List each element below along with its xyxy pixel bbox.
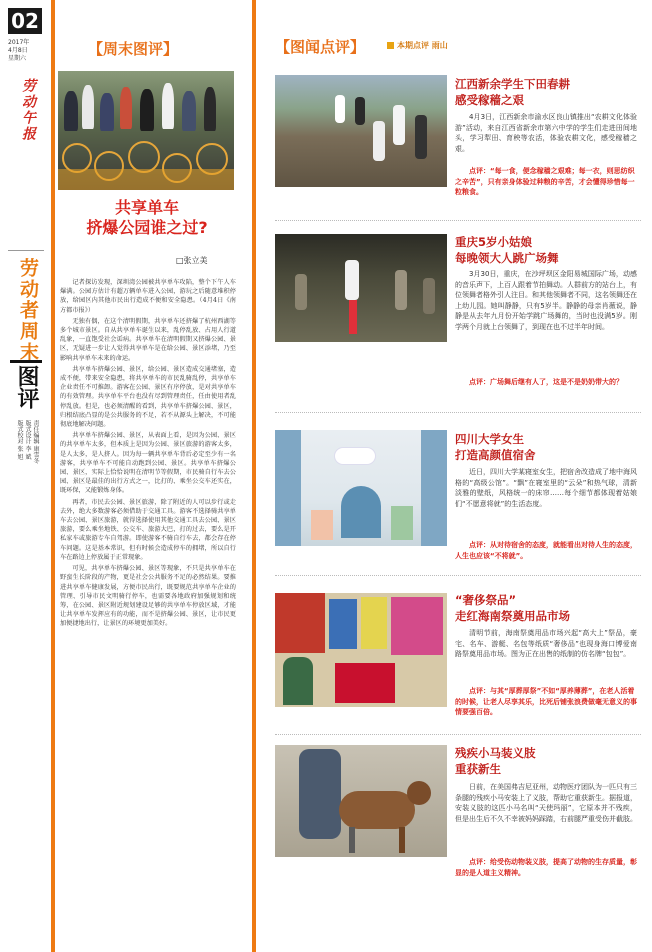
item5-comment: 点评：给受伤动物装义肢，提高了动物的生存质量，彰显的是人道主义精神。 — [455, 858, 637, 877]
item5-title-line2: 重获新生 — [455, 762, 501, 776]
item4-title-line2: 走红海南祭奠用品市场 — [455, 609, 570, 623]
paragraph: 再者，市民去公园、景区旅游，除了附近的人可以步行或走去外，绝大多数游客必须借助于交通工具。游客不选择骑共享单车去公园、景区旅游，就得选择使用其他交通工具去公园、景区旅游，要么乘坐地铁、公交车、旅游大巴，打的过去，要么是开私家车或旅游专车自驾游。即使游客不骑自行车去，都会存在停车问题。这是基本常识，但有时候会造成停车的拥堵，所以自行车在路边上停放属于正常现象。 — [60, 498, 236, 561]
students-farming-photo — [275, 75, 447, 187]
date-year: 2017年 — [8, 39, 30, 46]
item4-body: 清明节前，海南祭奠用品市场兴起“高大上”祭品，豪宅、名车、游艇、名包等纸质“奢侈品”也现身海口博爱南路祭奠用品市场。图为正在出售的纸制的仿名牌“包包”。 — [455, 629, 637, 658]
shared-bikes-crowd-photo — [58, 71, 234, 190]
page-number: 02 — [8, 8, 42, 34]
divider — [275, 575, 641, 576]
orange-divider-right — [252, 0, 256, 952]
divider — [275, 220, 641, 221]
item4-title-line1: “奢侈祭品” — [455, 593, 517, 607]
weekend-article-body — [60, 278, 236, 942]
newspaper-logo: 劳动午报 — [20, 78, 36, 142]
item3-title-line2: 打造高颜值宿舍 — [455, 448, 536, 462]
paragraph: 可见，共享单车挤爆公园、景区等现象，不只是共享单车在野蛮生长阶段的产物，更是社会公共服务不足的必然结果。要推进共享单车健康发展，方便市民出行，既要规范共享单车企业的管理、引导市民文明骑行停车，也需要各地政府加强规划和统筹，在公园、景区附近规划建设足够的共享单车停放区域，才能让共享单车发挥应有的功能，而不是挤爆公园、景区，让市民更加便捷地出行，让景区的环境更加美好。 — [60, 565, 236, 628]
item4-comment: 点评：与其“厚葬厚祭”不如“厚养薄葬”，在老人活着的时候，让老人尽享其乐，比死后铺张浪费做毫无意义的事情要强百倍。 — [455, 687, 637, 716]
funeral-goods-market-photo — [275, 593, 447, 707]
item2-body: 3月30日，重庆，在沙坪坝区金阳易城国际广场，动感的音乐声下，上百人跟着节拍舞动。人群前方的站台上，有位领舞者格外引人注目。和其他领舞者不同，这名领舞还在上幼儿园。她叫静静，只有5岁半。静静的母亲肖薇说，静静是从去年九月份开始学跳广场舞的，当时也没满5岁。刚学两个月就上台领舞了，到现在也不过半年时间。 — [455, 270, 637, 331]
square-bullet-icon — [387, 42, 394, 49]
paragraph: 共享单车挤爆公园、景区，从表面上看，是因为公园、景区的共享单车太多，但本质上是因为公园、景区旅游的游客太多，是人太多，是人挤人。因为每一辆共享单车背后必定至少有一名游客，共享单车不可能自动跑到公园、景区。共享单车挤爆公园、景区，实际上恰恰说明在清明节等假期，市民骑自行车去公园、景区是最佳的出行方式之一，比打的、乘坐公交车还实在，既环保，又能锻炼身体。 — [60, 432, 236, 495]
masthead-strip — [0, 0, 52, 952]
orange-divider-left — [51, 0, 55, 952]
column-subtitle: 图评 — [10, 360, 42, 410]
pony-prosthetic-legs-photo — [275, 745, 447, 857]
girl-dancing-square-photo — [275, 234, 447, 342]
item2-title-line1: 重庆5岁小姑娘 — [455, 235, 533, 249]
column-name: 劳动者周末 — [17, 258, 39, 363]
staff-proofreader: 版式校对 张 旭 — [16, 420, 23, 460]
weekend-byline: □张立美 — [176, 256, 208, 265]
paragraph: 无独有偶，在这个清明假期，共享单车还挤爆了杭州西湖等多个城市景区。自从共享单车诞生以来，乱停乱放、占用人行道乱象，一直饱受社会诟病。共享单车在清明假期又挤爆公园、景区，无疑进一步让人觉得共享单车是在给公园、景区添堵，乃至影响共享单车未来的命运。 — [60, 317, 236, 362]
staff-designer: 版式设计 李 斌 — [24, 420, 31, 460]
photo-review-section-label: 【图闻点评】 — [275, 38, 366, 56]
weekend-title-line1: 共享单车 — [114, 198, 179, 217]
paragraph: 记者探访发现，深圳湾公园被共享单车攻陷，整个下午人车爆满。公园方估计有超万辆单车进入公园，游玩之后随意堆积停放，给园区内其他市民出行造成不便和安全隐患。（4月4日《南方都市报》） — [60, 279, 236, 314]
item1-body: 4月3日，江西新余市渝水区良山镇推出“农耕文化体验游”活动，来自江西省新余市第六中学的学生们走进田间地头，学习犁田、育秧等农活，体验农耕文化，感受稼穑之艰。 — [455, 113, 637, 153]
review-author — [387, 40, 448, 51]
weekend-title-line2: 挤爆公园谁之过? — [86, 218, 208, 237]
cozy-dorm-room-photo — [275, 430, 447, 546]
date-weekday: 星期六 — [8, 55, 27, 62]
item1-comment: 点评：“每一食，便念稼穑之艰难；每一衣，则思纺织之辛苦”，只有亲身体验过种粮的辛苦，才会懂得珍惜每一粒粮食。 — [455, 167, 635, 196]
item3-body: 近日，四川大学某寝室女生，把宿舍改造成了地中海风格的“高级公馆”。“飘”在寝室里的“云朵”和热气球，清新淡雅的壁纸，风格统一的床帘……每个细节都体现着姑娘们“不愿意将就”的生活态度。 — [455, 468, 637, 508]
paragraph: 共享单车挤爆公园、景区，给公园、景区造成交通堵塞，造成不便，带来安全隐患，将共享单车的市民乱骑乱停，共享单车企业责任不可推卸。游客在公园、景区有序停放，是对共享单车的有效管理。共享单车平台也没有尽到管理责任，任由使用者乱停乱放。但是，也必须清醒的看到，共享单车挤爆公园、景区，归根结底凸显的是公共服务的不足，若不从源头上解决，不可能彻底地解决问题。 — [60, 365, 236, 429]
item5-title-line1: 残疾小马装义肢 — [455, 746, 536, 760]
item3-comment: 点评：从对待宿舍的态度，就能看出对待人生的态度，人生也应该“不将就”。 — [455, 541, 637, 560]
item1-title-line1: 江西新余学生下田春耕 — [455, 77, 570, 91]
author-text: 本期点评 雨山 — [397, 41, 448, 50]
item1-title-line2: 感受稼穑之艰 — [455, 93, 524, 107]
item3-title-line1: 四川大学女生 — [455, 432, 524, 446]
divider — [275, 412, 641, 413]
divider — [275, 734, 641, 735]
weekend-section-label: 【周末图评】 — [88, 40, 179, 58]
item5-body: 日前，在美国弗吉尼亚州，动物医疗团队为一匹只有三条腿的残疾小马安装上了义肢，帮助它重获新生。据报道，安装义肢的这匹小马名叫“天使玛丽”，它原本并不残疾，但是出生后不久不幸被妈妈踩踏，右前腿严重受伤并截肢。 — [455, 783, 637, 823]
divider — [8, 250, 44, 251]
staff-editor: 责任编辑 康雪冬 — [32, 420, 39, 464]
date-day: 4月8日 — [8, 47, 28, 54]
item2-comment: 点评：广场舞后继有人了，这是不是奶奶带大的？ — [469, 378, 623, 386]
item2-title-line2: 每晚领大人跳广场舞 — [455, 251, 559, 265]
